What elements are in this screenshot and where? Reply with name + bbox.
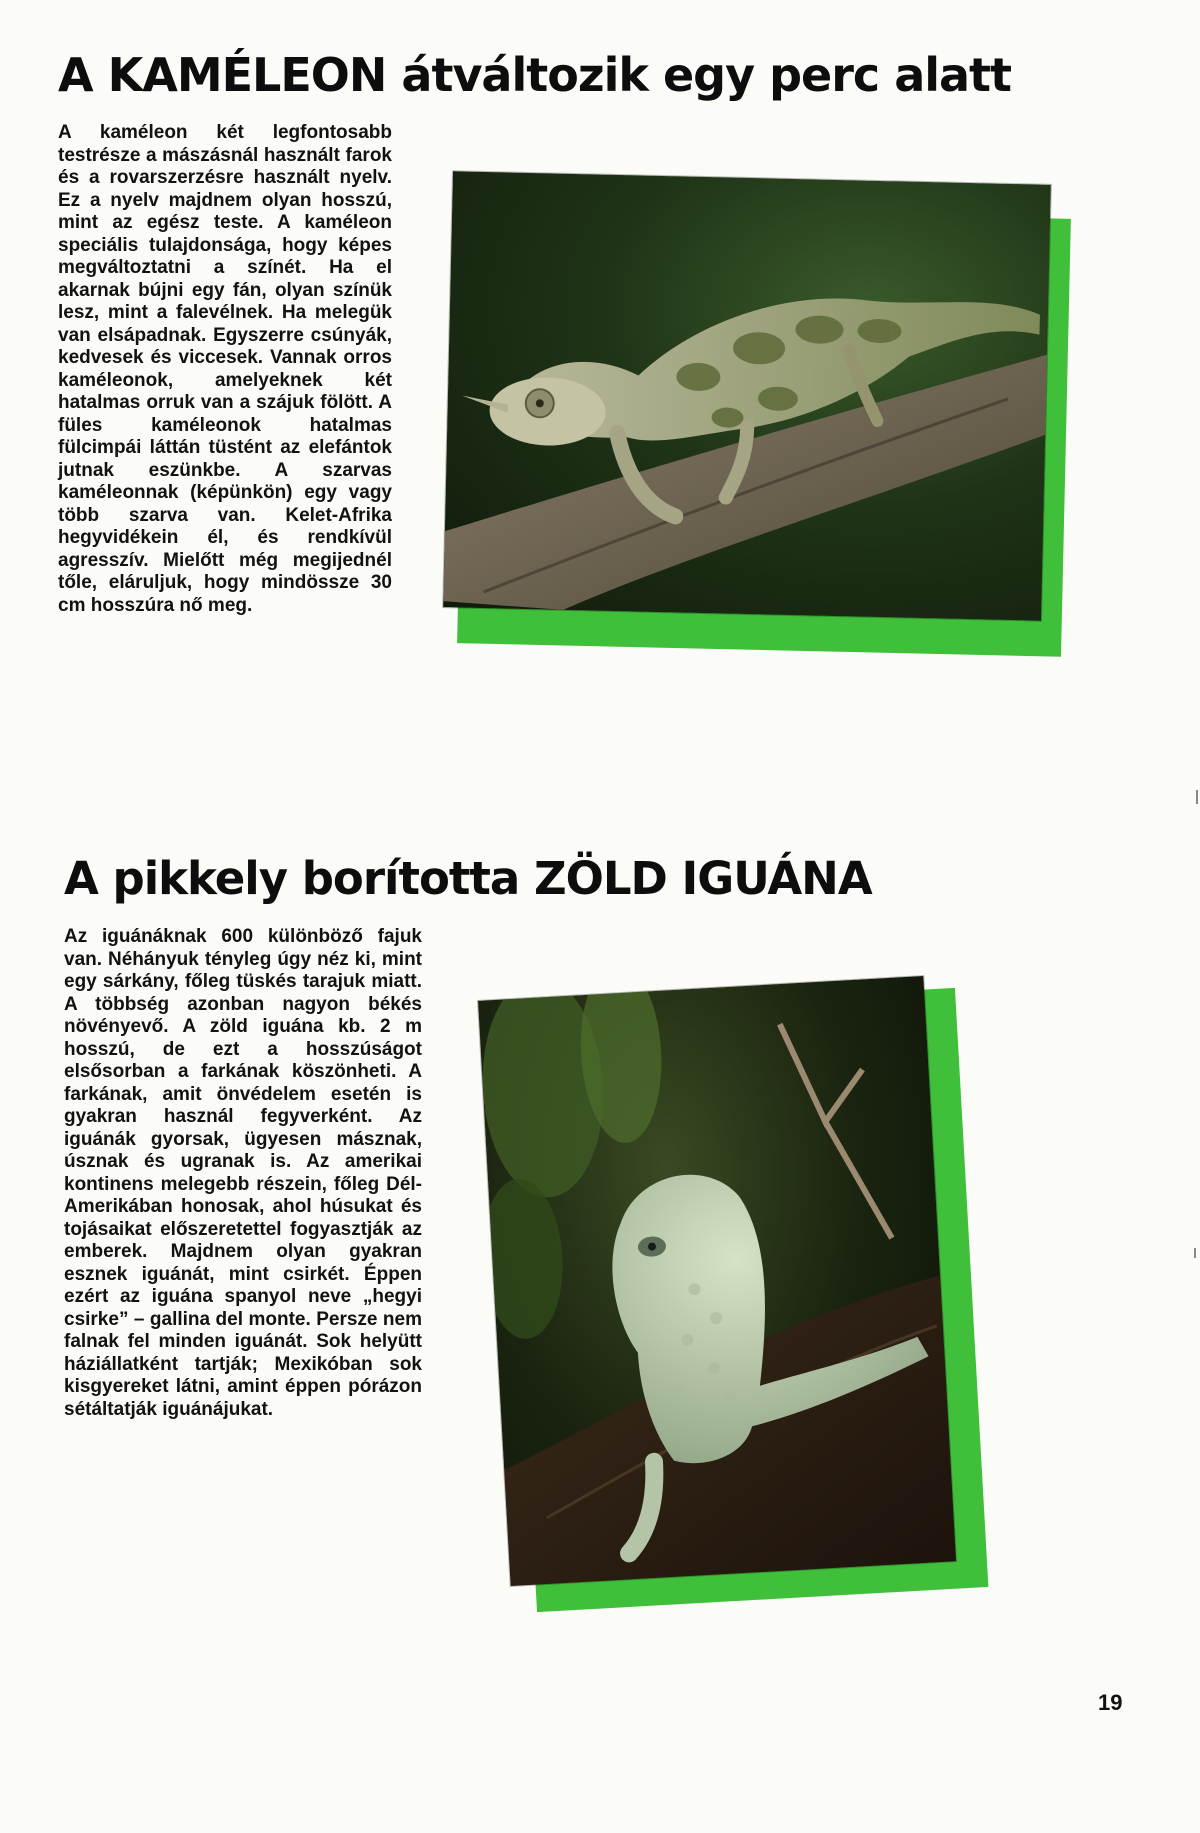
iguana-illustration <box>478 976 956 1586</box>
page-number: 19 <box>1098 1690 1123 1715</box>
chameleon-illustration <box>443 171 1051 620</box>
iguana-heading: A pikkely borította ZÖLD IGUÁNA <box>64 852 872 905</box>
iguana-photo <box>478 976 956 1586</box>
edge-mark <box>1194 1248 1196 1258</box>
chameleon-heading: A KAMÉLEON átváltozik egy perc alatt <box>58 48 1012 102</box>
edge-mark <box>1196 790 1198 804</box>
chameleon-photo <box>443 171 1051 620</box>
iguana-paragraph: Az iguánáknak 600 különböző fajuk van. Néhányuk tényleg úgy néz ki, mint egy sárkány, főleg tüskés tarajuk miatt. A többség azonban nagyon békés növényevő. A zöld iguána kb. 2 m hosszú, de ezt a hosszúságot elsősorban a farkának köszönheti. A farkának, amit önvédelem esetén is gyakran használ fegyverként. Az iguánák gyorsak, ügyesen másznak, úsznak és ugranak is. Az amerikai kontinens melegebb részein, főleg Dél-Amerikában honosak, ahol húsukat és tojásaikat előszeretettel fogyasztják az emberek. Majdnem olyan gyakran esznek iguánát, mint csirkét. Éppen ezért az iguána spanyol neve „hegyi csirke” – gallina del monte. Persze nem falnak fel minden iguánát. Sok helyütt háziállatként tartják; Mexikóban sok kisgyereket látni, amint éppen pórázon sétáltatják iguánájukat. <box>64 926 422 1420</box>
chameleon-paragraph: A kaméleon két legfontosabb testrésze a mászásnál használt farok és a rovarszerzésre használt nyelv. Ez a nyelv majdnem olyan hosszú, mint az egész teste. A kaméleon speciális tulajdonsága, hogy képes megváltoztatni a színét. Ha el akarnak bújni egy fán, olyan színük lesz, mint a falevélnek. Ha melegük van elsápadnak. Egyszerre csúnyák, kedvesek és viccesek. Vannak orros kaméleonok, amelyeknek két hatalmas orruk van a szájuk fölött. A füles kaméleonok hatalmas fülcimpái láttán tüstént az elefántok jutnak eszünkbe. A szarvas kaméleonnak (képünkön) egy vagy több szarva van. Kelet-Afrika hegyvidékein él, és rendkívül agresszív. Mielőtt még megijednél tőle, eláruljuk, hogy mindössze 30 cm hosszúra nő meg. <box>58 122 392 616</box>
